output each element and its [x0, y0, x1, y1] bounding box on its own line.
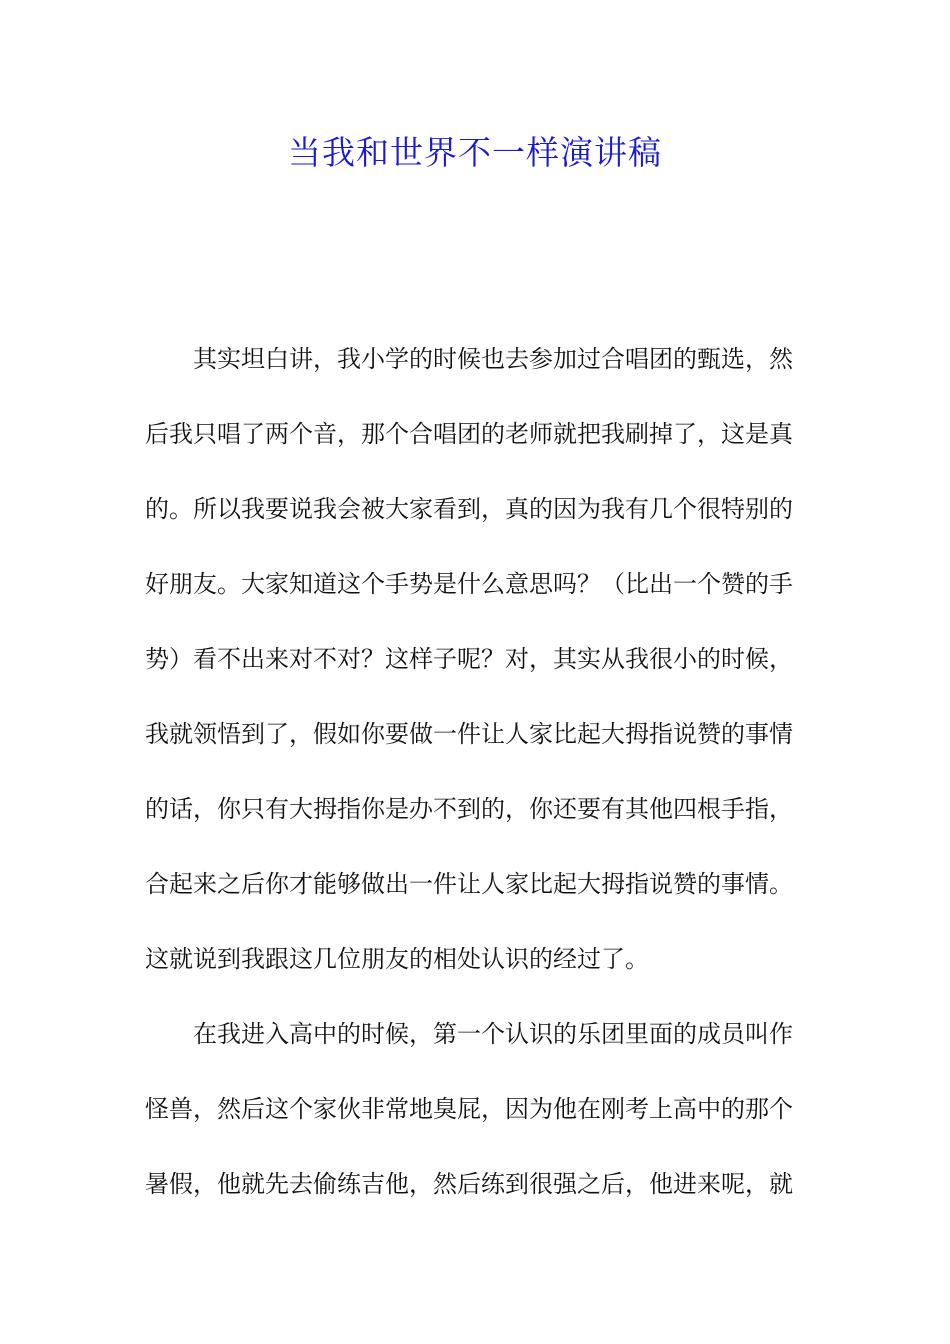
document-title: 当我和世界不一样演讲稿 — [288, 133, 662, 172]
text-line: 的。所以我要说我会被大家看到，真的因为我有几个很特别的 — [145, 495, 793, 523]
document-body — [145, 322, 805, 1222]
text-line: 暑假，他就先去偷练吉他，然后练到很强之后，他进来呢，就 — [145, 1170, 793, 1198]
text-line: 其实坦白讲，我小学的时候也去参加过合唱团的甄选，然 — [193, 345, 793, 373]
paragraph-1 — [145, 322, 805, 997]
text-line: 这就说到我跟这几位朋友的相处认识的经过了。 — [145, 945, 649, 973]
text-line: 在我进入高中的时候，第一个认识的乐团里面的成员叫作 — [193, 1020, 793, 1048]
text-line: 的话，你只有大拇指你是办不到的，你还要有其他四根手指， — [145, 795, 793, 823]
text-line: 后我只唱了两个音，那个合唱团的老师就把我刷掉了，这是真 — [145, 420, 793, 448]
text-line: 好朋友。大家知道这个手势是什么意思吗？（比出一个赞的手 — [145, 570, 793, 598]
text-line: 势）看不出来对不对？这样子呢？对，其实从我很小的时候， — [145, 645, 793, 673]
text-line: 怪兽，然后这个家伙非常地臭屁，因为他在刚考上高中的那个 — [145, 1095, 793, 1123]
paragraph-2 — [145, 997, 805, 1222]
text-line: 合起来之后你才能够做出一件让人家比起大拇指说赞的事情。 — [145, 870, 793, 898]
text-line: 我就领悟到了，假如你要做一件让人家比起大拇指说赞的事情 — [145, 720, 793, 748]
